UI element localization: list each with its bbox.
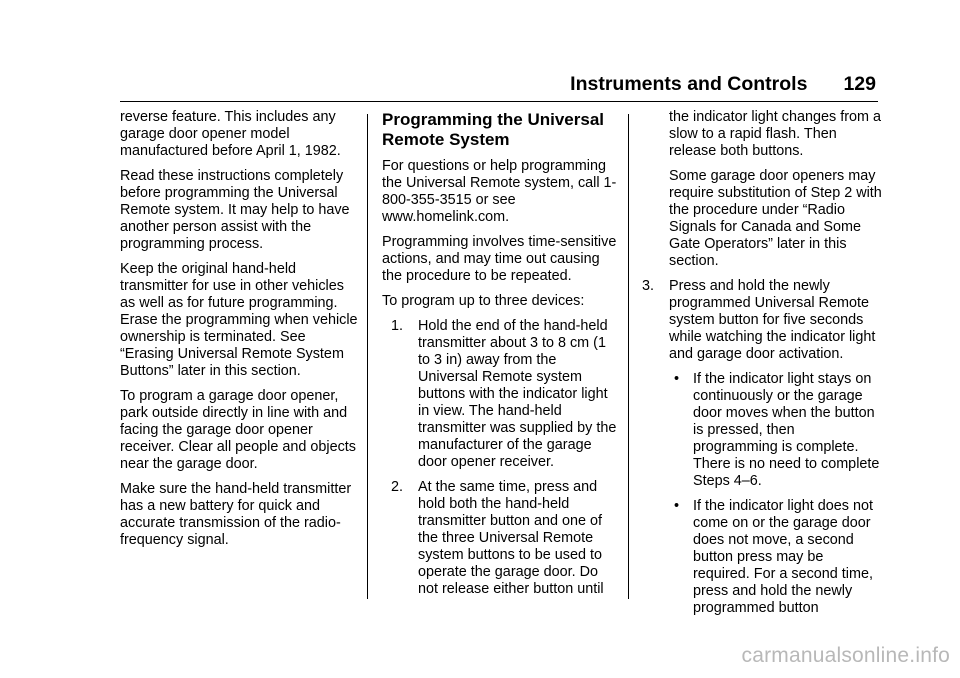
paragraph: For questions or help programming the Universal Remote system, call 1-800-355-3515 or see www.homelink.com. [382, 158, 617, 225]
step-1 [391, 318, 618, 471]
bullet-dot: • [674, 371, 680, 387]
step-2 [391, 479, 618, 598]
column-3 [642, 109, 882, 625]
column-2 [382, 109, 618, 606]
watermark: carmanualsonline.info [741, 644, 950, 667]
paragraph: Keep the original hand-held transmitter for use in other vehicles as well as for future programming. Erase the programming when vehicle ownership is terminated. See “Erasing Universal Remote System Buttons” later in this section. [120, 261, 358, 379]
page-number: 129 [843, 73, 876, 95]
section-heading: Programming the Universal Remote System [382, 110, 605, 149]
step-text: Press and hold the newly programmed Universal Remote system button for five seconds while watching the indicator light and garage door activation. [669, 278, 876, 362]
step-number: 3. [642, 278, 655, 294]
column-1 [120, 109, 360, 557]
step-text: At the same time, press and hold both the hand-held transmitter button and one of the three Universal Remote system buttons to be used to operate the garage door. Do not release either button until [418, 479, 604, 597]
paragraph: reverse feature. This includes any garage door opener model manufactured before April 1, 1982. [120, 109, 341, 159]
column-divider-2 [628, 114, 629, 599]
step-number: 1. [391, 318, 404, 334]
bullet-item [642, 498, 882, 617]
page-header [120, 73, 876, 95]
step-2-note: Some garage door openers may require substitution of Step 2 with the procedure under “Radio Signals for Canada and Some Gate Operators” later in this section. [669, 168, 882, 269]
step-text: Hold the end of the hand-held transmitter about 3 to 8 cm (1 to 3 in) away from the Universal Remote system buttons with the indicator light in view. The hand-held transmitter was supplied by the manufacturer of the garage door opener receiver. [418, 318, 617, 470]
bullet-text: If the indicator light stays on continuously or the garage door moves when the button is pressed, then programming is complete. There is no need to complete Steps 4–6. [693, 371, 880, 489]
bullet-dot: • [674, 498, 680, 514]
header-rule [120, 101, 878, 102]
section-title: Instruments and Controls [570, 73, 808, 95]
paragraph: To program a garage door opener, park outside directly in line with and facing the garage door opener receiver. Clear all people and objects near the garage door. [120, 388, 356, 472]
bullet-item [642, 371, 882, 490]
paragraph: Programming involves time-sensitive actions, and may time out causing the procedure to be repeated. [382, 234, 617, 284]
bullet-text: If the indicator light does not come on or the garage door does not move, a second button press may be required. For a second time, press and hold the newly programmed button [693, 498, 873, 616]
paragraph: Make sure the hand-held transmitter has a new battery for quick and accurate transmission of the radio-frequency signal. [120, 481, 352, 548]
paragraph: Read these instructions completely before programming the Universal Remote system. It may help to have another person assist with the programming process. [120, 168, 350, 252]
step-3 [642, 278, 882, 363]
paragraph: To program up to three devices: [382, 293, 585, 309]
step-number: 2. [391, 479, 404, 495]
step-2-continued: the indicator light changes from a slow to a rapid flash. Then release both buttons. [669, 109, 881, 159]
column-divider-1 [367, 114, 368, 599]
